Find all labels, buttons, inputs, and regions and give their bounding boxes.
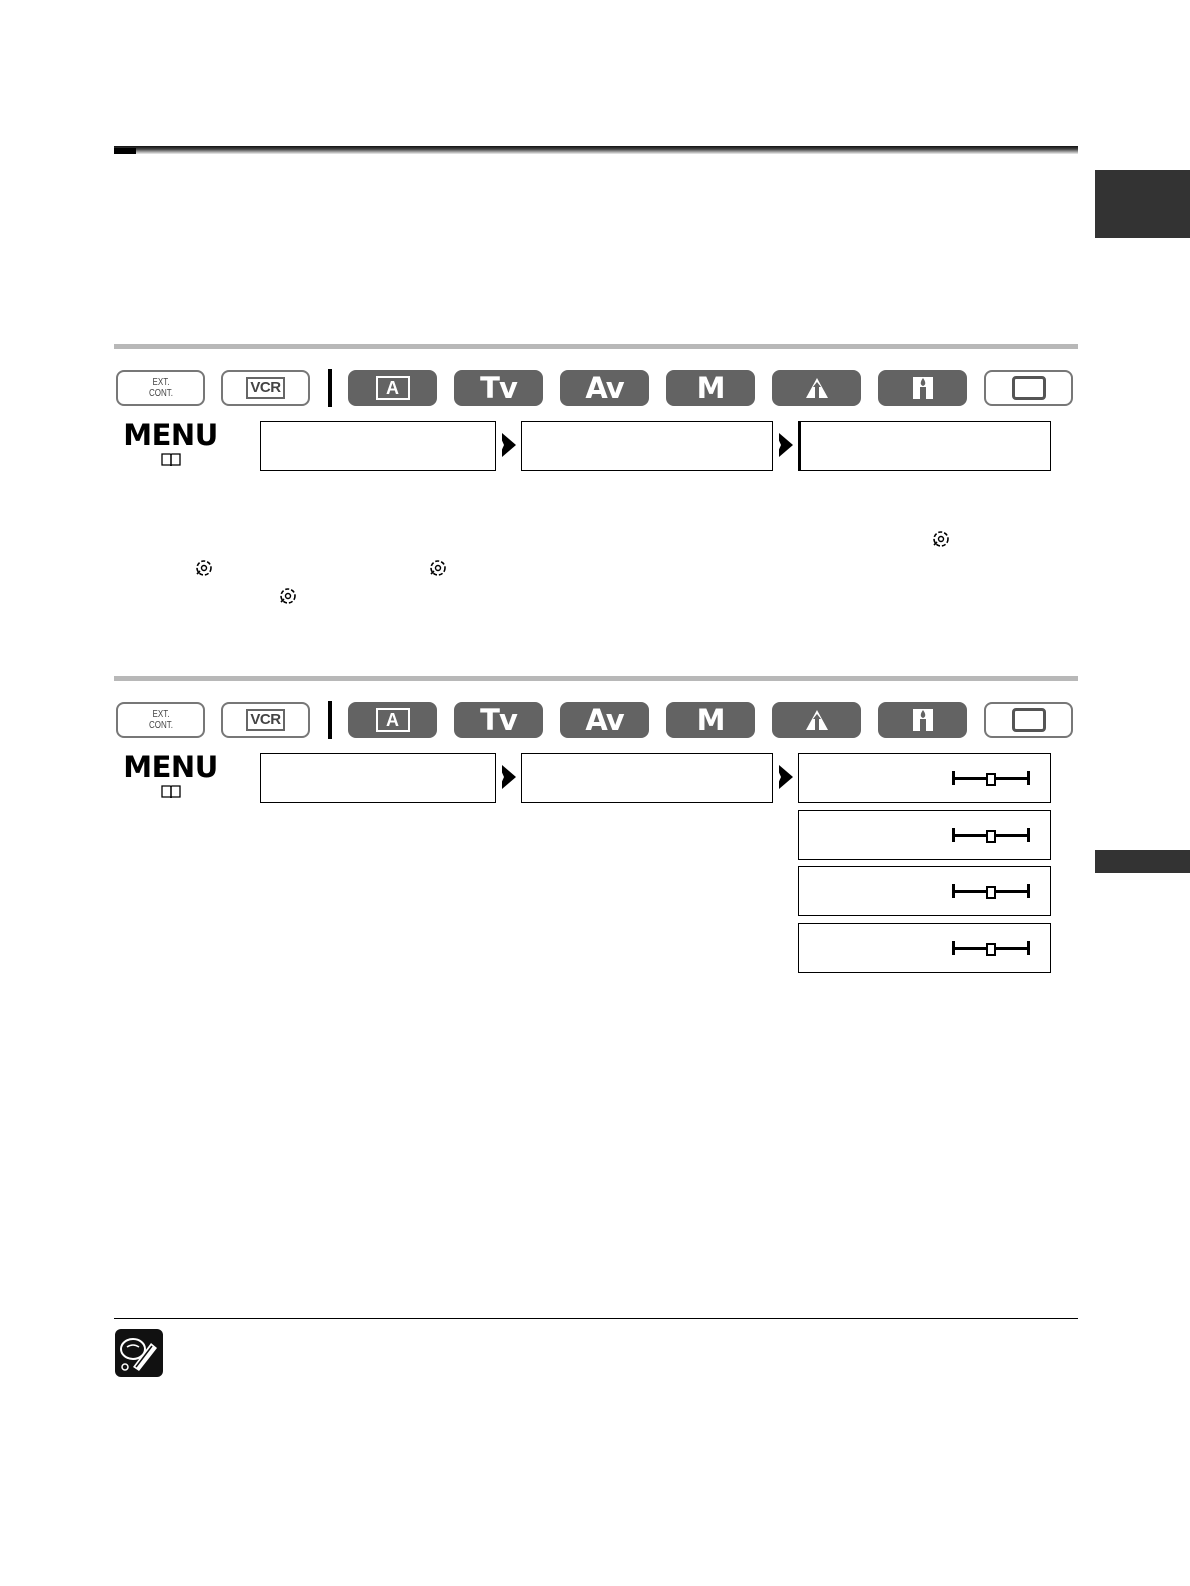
menu-label-2 — [118, 752, 223, 804]
ext-label-1: EXT. — [152, 377, 169, 388]
mode-separator — [328, 369, 332, 407]
menu-path-1-level-2 — [521, 421, 773, 471]
candle-icon — [911, 375, 935, 401]
adjust-item-2 — [798, 810, 1051, 860]
book-icon — [161, 785, 181, 799]
section-1-rule — [114, 344, 1078, 349]
av-label: Av — [585, 703, 624, 737]
arrow-right-icon — [779, 433, 793, 457]
mode-low-light — [878, 702, 967, 738]
mode-vcr — [221, 370, 310, 406]
book-icon — [161, 453, 181, 467]
mode-m — [666, 370, 755, 406]
auto-label: A — [376, 708, 410, 732]
arrow-right-icon — [502, 765, 516, 789]
level-slider — [952, 883, 1030, 899]
menu-path-1-level-3 — [798, 421, 1051, 471]
adjust-item-3 — [798, 866, 1051, 916]
note-rule — [114, 1318, 1078, 1319]
vcr-label: VCR — [246, 709, 284, 731]
mode-bar-2 — [114, 701, 1076, 740]
mode-spotlight — [772, 702, 861, 738]
adjust-item-1 — [798, 753, 1051, 803]
tape-reel-icon — [931, 529, 951, 549]
arrow-right-icon — [779, 765, 793, 789]
mode-vcr — [221, 702, 310, 738]
mode-av — [560, 702, 649, 738]
level-slider — [952, 770, 1030, 786]
m-label: M — [696, 703, 725, 737]
ext-label-2: CONT. — [148, 720, 173, 731]
tape-reel-icon — [428, 558, 448, 578]
auto-label: A — [376, 376, 410, 400]
mode-card — [984, 702, 1073, 738]
mode-low-light — [878, 370, 967, 406]
mode-bar-1 — [114, 369, 1076, 408]
candle-icon — [911, 707, 935, 733]
section-2-rule — [114, 676, 1078, 681]
title-rule — [114, 146, 1078, 154]
mode-separator — [328, 701, 332, 739]
tape-reel-icon — [278, 586, 298, 606]
tv-label: Tv — [480, 703, 517, 737]
rectangle-icon — [1012, 708, 1046, 732]
mode-auto — [348, 702, 437, 738]
mode-spotlight — [772, 370, 861, 406]
vcr-label: VCR — [246, 377, 284, 399]
title-rule-marker — [114, 148, 136, 154]
menu-path-1-level-1 — [260, 421, 496, 471]
mode-auto — [348, 370, 437, 406]
chapter-tab — [1095, 170, 1190, 238]
level-slider — [952, 827, 1030, 843]
section-tab — [1095, 850, 1190, 873]
level-slider — [952, 940, 1030, 956]
mode-tv — [454, 370, 543, 406]
mode-ext-cont — [116, 370, 205, 406]
av-label: Av — [585, 371, 624, 405]
menu-label-1 — [118, 420, 223, 472]
ext-label-2: CONT. — [148, 388, 173, 399]
mode-ext-cont — [116, 702, 205, 738]
m-label: M — [696, 371, 725, 405]
arrow-right-icon — [502, 433, 516, 457]
spotlight-icon — [804, 708, 830, 732]
menu-word: MENU — [123, 418, 218, 452]
menu-word: MENU — [123, 750, 218, 784]
mode-tv — [454, 702, 543, 738]
mode-m — [666, 702, 755, 738]
mode-card — [984, 370, 1073, 406]
adjust-item-4 — [798, 923, 1051, 973]
pencil-note-icon — [115, 1329, 163, 1377]
rectangle-icon — [1012, 376, 1046, 400]
menu-path-2-level-1 — [260, 753, 496, 803]
menu-path-2-level-2 — [521, 753, 773, 803]
spotlight-icon — [804, 376, 830, 400]
mode-av — [560, 370, 649, 406]
ext-label-1: EXT. — [152, 709, 169, 720]
tape-reel-icon — [194, 558, 214, 578]
tv-label: Tv — [480, 371, 517, 405]
